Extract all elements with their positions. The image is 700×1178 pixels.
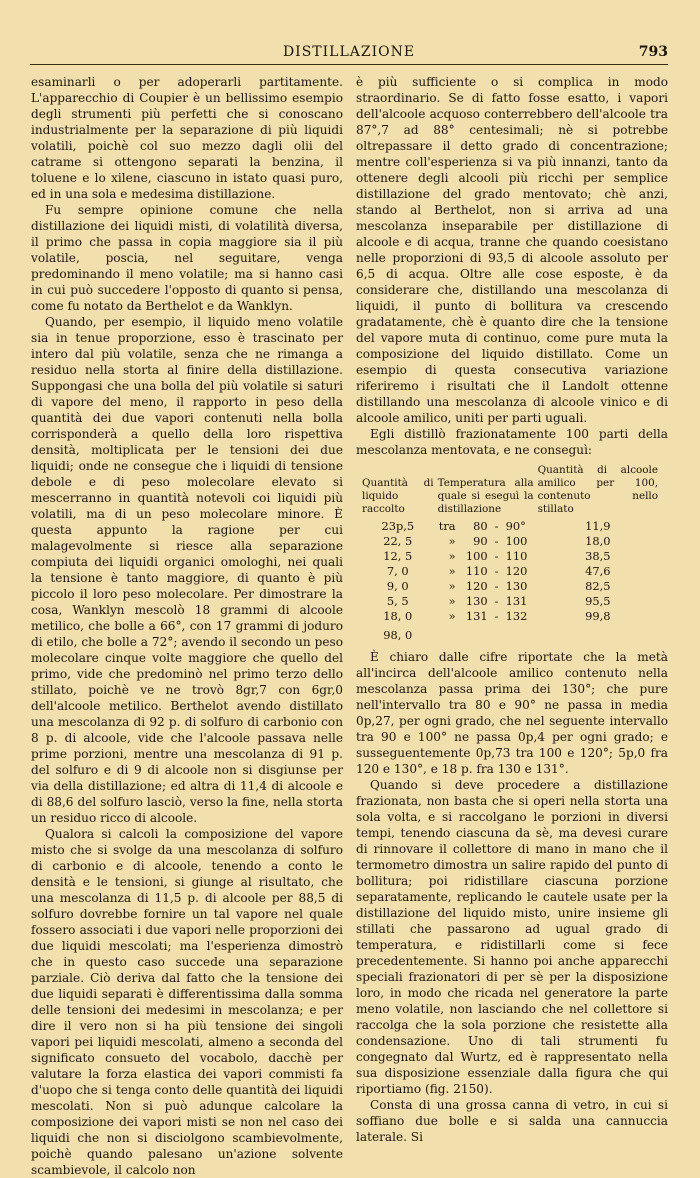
amyl-cell: 38,5 [585, 549, 611, 563]
right-column [356, 74, 668, 1145]
quantity-cell: 7, 0 [386, 564, 409, 578]
paragraph: Quando si deve procedere a distillazione frazionata, non basta che si operi nella storta una sola volta, e si raccolgano le porzioni in diversi tempi, tenendo ciascuna da sè, ma devesi curare di rinnovare il collettore di mano in mano che il termometro dimostra un salire rapido del punto di bollitura; poi ridistillare ciascuna porzione separatamente, replicando le cautele usate per la distillazione del liquido misto, unire insieme gli stillati che passarono ad ugual grado di temperatura, e ridistillarli come si fece precedentemente. Si hanno poi anche apparecchi speciali frazionatori di per sè per la disposizione loro, in modo che ricada nel generatore la parte meno volatile, non lasciando che nel collettore si raccolga che la sola porzione che resistette alla condensazione. Uno di tali strumenti fu congegnato dal Wurtz, ed è rappresentato nella sua disposizione essenziale dalla figura che qui riportiamo (fig. 2150). [356, 778, 668, 1096]
dash-cell: - [494, 579, 499, 593]
table-header-temperature: Temperatura alla quale si eseguì la distillazione [437, 477, 534, 515]
temp-to-cell: 110 [505, 549, 528, 563]
amyl-cell: 82,5 [585, 579, 611, 593]
prefix-cell: » [448, 609, 456, 623]
paragraph: Egli distillò frazionatamente 100 parti della mescolanza mentovata, e ne conseguì: [356, 427, 668, 457]
table-row [360, 579, 660, 594]
quantity-cell: 5, 5 [386, 594, 409, 608]
distillation-table [360, 464, 660, 643]
temp-to-cell: 131 [505, 594, 528, 608]
running-title: DISTILLAZIONE [282, 44, 416, 60]
paragraph: Qualora si calcoli la composizione del vapore misto che si svolge da una mescolanza di solfuro di carbonio e di alcoole, tenendo a conto le densità e le tensioni, si giunge al risultato, che una mescolanza di 11,5 p. di alcoole per 88,5 di solfuro dovrebbe fornire un tal vapore nel quale fossero associati i due vapori nelle proporzioni dei due liquidi mescolati; ma l'esperienza dimostrò che in questo caso succede una separazione parziale. Ciò deriva dal fatto che la tensione dei due liquidi separati è differentissima dalla somma delle tensioni dei medesimi in mescolanza; e per dire il vero non si ha più tensione dei singoli vapori pei liquidi mescolati, almeno a seconda del significato consueto del vocabolo, dacchè per valutare la forza elastica dei vapori commisti fa d'uopo che si tenga conto delle quantità dei liquidi mescolati. Non si può adunque calcolare la composizione dei vapori misti se non nel caso dei liquidi che non si disciolgono scambievolmente, poichè quando palesano un'azione solvente scambievole, il calcolo non [31, 827, 343, 1177]
quantity-cell: 22, 5 [383, 534, 413, 548]
quantity-cell: 12, 5 [383, 549, 413, 563]
temp-from-cell: 130 [465, 594, 488, 608]
prefix-cell: » [448, 549, 456, 563]
prefix-cell: tra [438, 519, 456, 533]
quantity-cell: 23p,5 [381, 519, 415, 533]
table-row [360, 609, 660, 624]
dash-cell: - [494, 519, 499, 533]
temp-to-cell: 130 [505, 579, 528, 593]
table-row [360, 534, 660, 549]
paragraph: Quando, per esempio, il liquido meno volatile sia in tenue proporzione, esso è trascinato per intero dal più volatile, senza che ne rimanga a residuo nella storta al finire della distillazione. Suppongasi che una bolla del più volatile si saturi di vapore del meno, il rapporto in peso della quantità dei due vapori contenuti nella bolla corrisponderà a quello della loro rispettiva densità, moltiplicata per le tensioni dei due liquidi; onde ne consegue che i liquidi di tensione debole e di peso molecolare elevato si mescerranno in quantità notevoli coi liquidi più volatili, ma di un peso molecolare minore. È questa appunto la ragione per cui malagevolmente si riesce alla separazione compiuta dei liquidi organici omologhi, nei quali la tensione è tanto maggiore, di quanto è più piccolo il loro peso molecolare. Per dimostrare la cosa, Wanklyn mescolò 18 grammi di alcoole metilico, che bolle a 66°, con 17 grammi di joduro di etilo, che bolle a 72°; avendo il secondo un peso molecolare cinque volte maggiore che quello del primo, vide che predominò nel primo terzo dello stillato, poichè ve ne trovò 8gr,7 con 6gr,0 dell'alcoole metilico. Berthelot avendo distillato una mescolanza di 92 p. di solfuro di carbonio con 8 p. di alcoole, vide che l'alcoole passava nelle prime porzioni, mentre una mescolanza di 91 p. del solfuro e di 9 di alcoole non si disgiunse per via della distillazione; ed altra di 11,4 di alcoole e di 88,6 del solfuro lasciò, verso la fine, nella storta un residuo ricco di alcoole. [31, 315, 343, 825]
prefix-cell: » [448, 534, 456, 548]
paragraph: Fu sempre opinione comune che nella distillazione dei liquidi misti, di volatilità diversa, il primo che passa in copia maggiore sia il più volatile, poscia, nel seguitare, venga predominando il meno volatile; ma si hanno casi in cui può succedere l'opposto di quanto si pensa, come fu notato da Berthelot e da Wanklyn. [31, 203, 343, 313]
temp-from-cell: 90 [473, 534, 488, 548]
prefix-cell: » [448, 564, 456, 578]
amyl-cell: 47,6 [585, 564, 611, 578]
paragraph: Consta di una grossa canna di vetro, in cui si soffiano due bolle e si salda una cannuccia laterale. Si [356, 1098, 668, 1144]
quantity-cell: 18, 0 [383, 609, 413, 623]
total-cell: 98, 0 [383, 628, 413, 642]
prefix-cell: » [448, 579, 456, 593]
quantity-cell: 9, 0 [386, 579, 409, 593]
paragraph: è più sufficiente o si complica in modo straordinario. Se di fatto fosse esatto, i vapori dell'alcoole acquoso conterrebbero dell'alcoole tra 87°,7 ad 88° centesimali; nè si potrebbe oltrepassare il detto grado di concentrazione; mentre coll'esperienza si va più innanzi, tanto da ottenere degli alcooli più ricchi per semplice distillazione del grado mentovato; chè anzi, stando al Berthelot, non si arriva ad una mescolanza inseparabile per distillazione di alcoole e di acqua, tranne che quando coesistano nelle proporzioni di 93,5 di alcoole assoluto per 6,5 di acqua. Oltre alle cose esposte, è da considerare che, distillando una mescolanza di liquidi, il punto di bollitura va crescendo gradatamente, chè è quanto dire che la tensione del vapore muta di continuo, come pure muta la composizione del liquido distillato. Come un esempio di questa consecutiva variazione riferiremo i risultati che il Landolt ottenne distillando una mescolanza di alcoole vinico e di alcoole amilico, uniti per parti uguali. [356, 75, 668, 425]
table-total-row [360, 624, 660, 643]
dash-cell: - [494, 534, 499, 548]
table-row [360, 549, 660, 564]
dash-cell: - [494, 609, 499, 623]
prefix-cell: » [448, 594, 456, 608]
amyl-cell: 11,9 [585, 519, 611, 533]
temp-from-cell: 110 [465, 564, 488, 578]
temp-to-cell: 90° [505, 519, 526, 533]
paragraph: È chiaro dalle cifre riportate che la metà all'incirca dell'alcoole amilico contenuto nella mescolanza passa prima dei 130°; che pure nell'intervallo tra 80 e 90° ne passa in media 0p,27, per ogni grado, che nel seguente intervallo tra 90 e 100° ne passa 0p,4 per ogni grado; e susseguentemente 0p,73 tra 100 e 120°; 5p,0 fra 120 e 130°, e 18 p. fra 130 e 131°. [356, 650, 668, 776]
left-column [31, 74, 343, 1178]
dash-cell: - [494, 549, 499, 563]
amyl-cell: 18,0 [585, 534, 611, 548]
temp-from-cell: 131 [465, 609, 488, 623]
page-number: 793 [638, 44, 668, 60]
dash-cell: - [494, 594, 499, 608]
table-header-quantity: Quantità di liquido raccolto [362, 477, 434, 515]
amyl-cell: 95,5 [585, 594, 611, 608]
dash-cell: - [494, 564, 499, 578]
temp-to-cell: 100 [505, 534, 528, 548]
temp-to-cell: 132 [505, 609, 528, 623]
temp-from-cell: 100 [465, 549, 488, 563]
table-body [360, 519, 660, 643]
paragraph: esaminarli o per adoperarli partitamente. L'apparecchio di Coupier è un bellissimo esempio degli strumenti più perfetti che si conoscano industrialmente per la separazione di più liquidi volatili, poichè col suo mezzo dagli olii del catrame si ottengono separati la benzina, il toluene e lo xilene, ciascuno in istato quasi puro, ed in una sola e medesima distillazione. [31, 75, 343, 201]
table-row [360, 519, 660, 534]
table-row [360, 564, 660, 579]
table-row [360, 594, 660, 609]
temp-to-cell: 120 [505, 564, 528, 578]
amyl-cell: 99,8 [585, 609, 611, 623]
table-header-amyl: Quantità di alcoole amilico per 100, contenuto nello stillato [537, 464, 658, 515]
temp-from-cell: 120 [465, 579, 488, 593]
running-header [30, 44, 668, 65]
temp-from-cell: 80 [473, 519, 488, 533]
